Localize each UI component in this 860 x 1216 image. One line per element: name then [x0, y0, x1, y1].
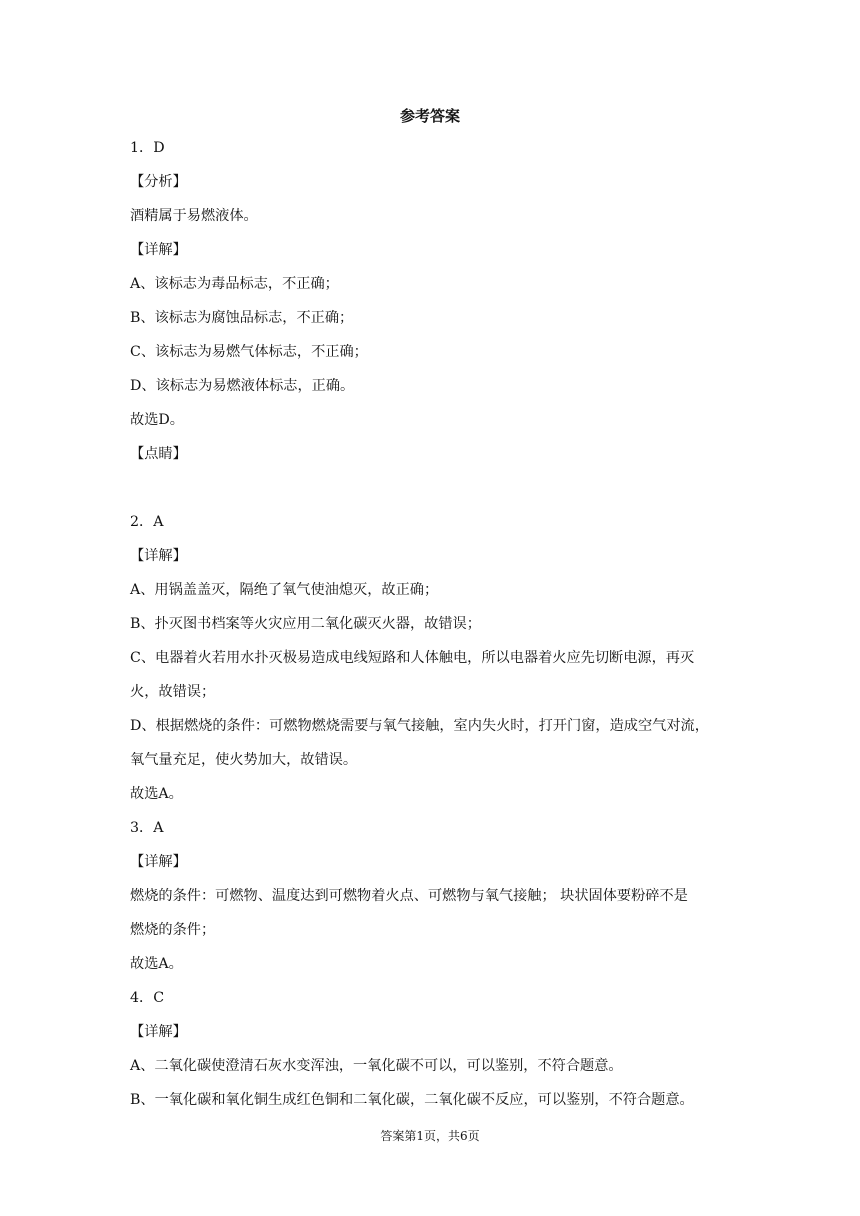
q4-detail-tag: 【详解】 [130, 1024, 187, 1040]
q3-text-line2: 燃烧的条件； [130, 922, 216, 938]
q1-analysis: 酒精属于易燃液体。 [130, 208, 258, 224]
q2-option-d-line1: D、根据燃烧的条件：可燃物燃烧需要与氧气接触，室内失火时，打开门窗，造成空气对流， [130, 718, 709, 734]
page-title: 参考答案 [399, 107, 460, 125]
q2-option-b: B、扑灭图书档案等火灾应用二氧化碳灭火器，故错误； [130, 616, 481, 632]
answer-content [130, 131, 735, 1117]
q4-option-b: B、一氧化碳和氧化铜生成红色铜和二氧化碳，二氧化碳不反应，可以鉴别，不符合题意。 [130, 1092, 694, 1108]
q2-option-c-line1: C、电器着火若用水扑灭极易造成电线短路和人体触电，所以电器着火应先切断电源，再灭 [130, 650, 695, 666]
q1-comment-tag: 【点睛】 [130, 446, 187, 462]
q2-option-d-line2: 氧气量充足，使火势加大，故错误。 [130, 752, 358, 768]
q2-choice: 故选A。 [130, 786, 183, 802]
q2-detail-tag: 【详解】 [130, 548, 187, 564]
q3-choice: 故选A。 [130, 956, 183, 972]
q1-option-c: C、该标志为易燃气体标志，不正确； [130, 344, 368, 360]
q1-detail-tag: 【详解】 [130, 242, 187, 258]
q1-option-b: B、该标志为腐蚀品标志，不正确； [130, 310, 354, 326]
q1-choice: 故选D。 [130, 412, 184, 428]
q2-number: 2．A [130, 514, 164, 530]
q4-option-a: A、二氧化碳使澄清石灰水变浑浊，一氧化碳不可以，可以鉴别，不符合题意。 [130, 1058, 623, 1074]
q3-detail-tag: 【详解】 [130, 854, 187, 870]
page-footer: 答案第1页，共6页 [380, 1129, 480, 1143]
q3-text-line1: 燃烧的条件：可燃物、温度达到可燃物着火点、可燃物与氧气接触； 块状固体要粉碎不是 [130, 888, 688, 904]
blank-gap [130, 471, 735, 505]
q1-option-a: A、该标志为毒品标志，不正确； [130, 276, 339, 292]
q1-number: 1．D [130, 140, 165, 156]
q1-analysis-tag: 【分析】 [130, 174, 187, 190]
q2-option-a: A、用锅盖盖灭，隔绝了氧气使油熄灭，故正确； [130, 582, 439, 598]
q1-option-d: D、该标志为易燃液体标志，正确。 [130, 378, 355, 394]
q4-number: 4．C [130, 990, 165, 1006]
q2-option-c-line2: 火，故错误； [130, 684, 216, 700]
q3-number: 3．A [130, 820, 164, 836]
